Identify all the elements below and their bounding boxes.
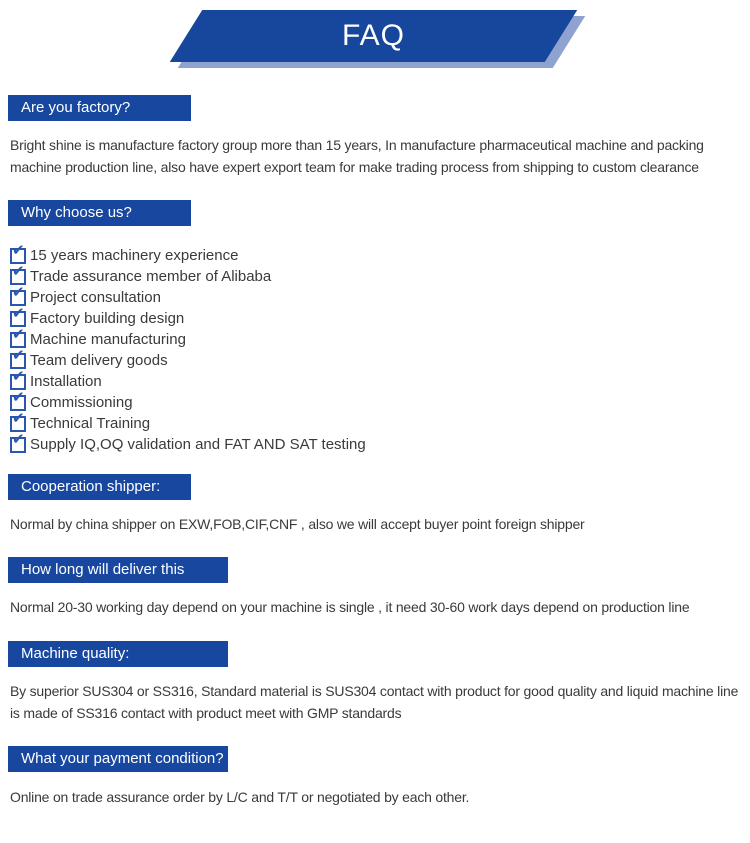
checklist-item-label: Technical Training bbox=[30, 415, 151, 432]
answer-are-you-factory: Bright shine is manufacture factory group more than 15 years, In manufacture pharmaceutical machine and packing machine production line, also have expert export team for make trading process from shipping to custom clearance bbox=[10, 137, 704, 175]
checklist-item-label: Team delivery goods bbox=[30, 352, 168, 369]
section-heading-label: Are you factory? bbox=[21, 99, 131, 116]
section-heading-cooperation-shipper bbox=[8, 474, 191, 500]
answer-machine-quality: By superior SUS304 or SS316, Standard material is SUS304 contact with product for good quality and liquid machine line is made of SS316 contact with product meet with GMP standards bbox=[10, 683, 739, 721]
answer-payment-condition: Online on trade assurance order by L/C and T/T or negotiated by each other. bbox=[10, 789, 470, 805]
why-choose-us-list bbox=[0, 240, 750, 455]
checked-checkbox-icon bbox=[10, 429, 26, 453]
check-mark: ✔ bbox=[12, 408, 25, 427]
section-heading-label: Machine quality: bbox=[21, 645, 130, 662]
check-mark: ✔ bbox=[12, 240, 25, 259]
check-mark: ✔ bbox=[12, 261, 25, 280]
checklist-item-label: Supply IQ,OQ validation and FAT AND SAT testing bbox=[30, 436, 366, 453]
page-title: FAQ bbox=[341, 19, 405, 52]
section-heading-label: Why choose us? bbox=[21, 204, 132, 221]
checklist-item-label: Commissioning bbox=[30, 394, 133, 411]
check-mark: ✔ bbox=[12, 303, 25, 322]
checklist-item bbox=[0, 408, 750, 434]
check-mark: ✔ bbox=[12, 366, 25, 385]
answer-delivery-time: Normal 20-30 working day depend on your machine is single , it need 30-60 work days depend on production line bbox=[10, 599, 690, 615]
section-heading-machine-quality bbox=[8, 641, 228, 667]
section-heading-label: What your payment condition? bbox=[21, 750, 224, 767]
checklist-item-label: 15 years machinery experience bbox=[30, 247, 239, 264]
section-heading-why-choose-us bbox=[8, 200, 191, 226]
checklist-item-label: Trade assurance member of Alibaba bbox=[30, 268, 272, 285]
checklist-item bbox=[0, 387, 750, 413]
section-heading-are-you-factory bbox=[8, 95, 191, 121]
answer-cooperation-shipper: Normal by china shipper on EXW,FOB,CIF,CNF , also we will accept buyer point foreign shipper bbox=[10, 516, 585, 532]
section-heading-label: Cooperation shipper: bbox=[21, 478, 161, 495]
banner-ribbon bbox=[170, 10, 577, 62]
check-mark: ✔ bbox=[12, 282, 25, 301]
checklist-item-label: Machine manufacturing bbox=[30, 331, 186, 348]
checklist-item bbox=[0, 240, 750, 266]
check-mark: ✔ bbox=[12, 429, 25, 448]
checklist-item-label: Installation bbox=[30, 373, 102, 390]
checklist-item-label: Factory building design bbox=[30, 310, 185, 327]
check-mark: ✔ bbox=[12, 387, 25, 406]
checklist-item bbox=[0, 324, 750, 350]
checklist-item bbox=[0, 429, 750, 455]
checklist-item-label: Project consultation bbox=[30, 289, 161, 306]
checklist-item bbox=[0, 282, 750, 308]
check-mark: ✔ bbox=[12, 345, 25, 364]
section-heading-payment-condition bbox=[8, 746, 228, 772]
checklist-item bbox=[0, 366, 750, 392]
faq-banner bbox=[0, 0, 750, 80]
checklist-item bbox=[0, 261, 750, 287]
section-heading-label: How long will deliver this goods? bbox=[21, 561, 185, 604]
section-heading-delivery-time bbox=[8, 557, 228, 604]
checklist-item bbox=[0, 303, 750, 329]
checklist-item bbox=[0, 345, 750, 371]
check-mark: ✔ bbox=[12, 324, 25, 343]
